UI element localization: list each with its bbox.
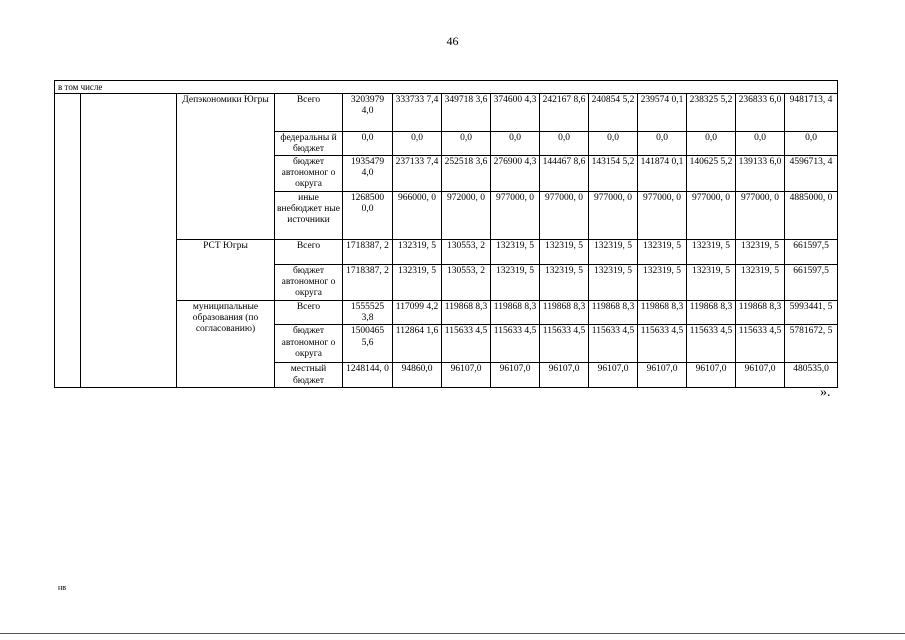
year-value-cell: 977000, 0 <box>589 192 638 240</box>
executor-name-cell: Депэкономики Югры <box>177 93 275 239</box>
year-value-cell: 132319, 5 <box>638 240 687 265</box>
year-value-cell: 96107,0 <box>491 363 540 388</box>
year-value-cell: 115633 4,5 <box>736 325 785 363</box>
year-value-cell: 141874 0,1 <box>638 156 687 192</box>
year-value-cell: 115633 4,5 <box>442 325 491 363</box>
year-value-cell: 132319, 5 <box>491 265 540 301</box>
year-value-cell: 119868 8,3 <box>687 301 736 325</box>
year-value-cell: 96107,0 <box>589 363 638 388</box>
year-value-cell: 0,0 <box>393 131 442 155</box>
blank-column-1 <box>55 93 81 388</box>
total-value-cell: 4596713, 4 <box>785 156 838 192</box>
year-value-cell: 115633 4,5 <box>589 325 638 363</box>
year-value-cell: 132319, 5 <box>491 240 540 265</box>
year-value-cell: 0,0 <box>343 131 393 155</box>
funding-source-cell: иные внебюджет ные источники <box>275 192 343 240</box>
year-value-cell: 132319, 5 <box>687 240 736 265</box>
year-value-cell: 119868 8,3 <box>589 301 638 325</box>
year-value-cell: 132319, 5 <box>540 265 589 301</box>
year-value-cell: 238325 5,2 <box>687 93 736 131</box>
year-value-cell: 239574 0,1 <box>638 93 687 131</box>
year-value-cell: 115633 4,5 <box>687 325 736 363</box>
funding-source-cell: бюджет автономног о округа <box>275 156 343 192</box>
year-value-cell: 130553, 2 <box>442 240 491 265</box>
total-value-cell: 4885000, 0 <box>785 192 838 240</box>
total-value-cell: 5993441, 5 <box>785 301 838 325</box>
year-value-cell: 132319, 5 <box>393 265 442 301</box>
year-value-cell: 119868 8,3 <box>736 301 785 325</box>
year-value-cell: 333733 7,4 <box>393 93 442 131</box>
year-value-cell: 96107,0 <box>540 363 589 388</box>
funding-source-cell: Всего <box>275 240 343 265</box>
table-row <box>55 93 838 131</box>
year-value-cell: 237133 7,4 <box>393 156 442 192</box>
year-value-cell: 1718387, 2 <box>343 240 393 265</box>
year-value-cell: 1268500 0,0 <box>343 192 393 240</box>
year-value-cell: 240854 5,2 <box>589 93 638 131</box>
year-value-cell: 1500465 5,6 <box>343 325 393 363</box>
year-value-cell: 0,0 <box>540 131 589 155</box>
funding-source-cell: Всего <box>275 301 343 325</box>
total-value-cell: 480535,0 <box>785 363 838 388</box>
year-value-cell: 140625 5,2 <box>687 156 736 192</box>
year-value-cell: 132319, 5 <box>540 240 589 265</box>
funding-source-cell: бюджет автономног о округа <box>275 265 343 301</box>
year-value-cell: 139133 6,0 <box>736 156 785 192</box>
blank-column-2 <box>81 93 177 388</box>
total-value-cell: 661597,5 <box>785 240 838 265</box>
year-value-cell: 132319, 5 <box>736 240 785 265</box>
year-value-cell: 96107,0 <box>687 363 736 388</box>
year-value-cell: 236833 6,0 <box>736 93 785 131</box>
year-value-cell: 252518 3,6 <box>442 156 491 192</box>
year-value-cell: 242167 8,6 <box>540 93 589 131</box>
year-value-cell: 132319, 5 <box>393 240 442 265</box>
total-value-cell: 0,0 <box>785 131 838 155</box>
year-value-cell: 115633 4,5 <box>638 325 687 363</box>
year-value-cell: 977000, 0 <box>687 192 736 240</box>
year-value-cell: 144467 8,6 <box>540 156 589 192</box>
year-value-cell: 132319, 5 <box>638 265 687 301</box>
year-value-cell: 115633 4,5 <box>491 325 540 363</box>
table-caption: в том числе <box>55 81 838 94</box>
year-value-cell: 132319, 5 <box>736 265 785 301</box>
year-value-cell: 0,0 <box>442 131 491 155</box>
closing-quote-mark: ». <box>820 385 831 400</box>
footer-note: нв <box>58 583 67 592</box>
year-value-cell: 0,0 <box>589 131 638 155</box>
year-value-cell: 132319, 5 <box>589 240 638 265</box>
year-value-cell: 1555525 3,8 <box>343 301 393 325</box>
total-value-cell: 9481713, 4 <box>785 93 838 131</box>
year-value-cell: 966000, 0 <box>393 192 442 240</box>
executor-name-cell: РСТ Югры <box>177 240 275 301</box>
funding-source-cell: федеральны й бюджет <box>275 131 343 155</box>
year-value-cell: 119868 8,3 <box>491 301 540 325</box>
funding-source-cell: местный бюджет <box>275 363 343 388</box>
year-value-cell: 132319, 5 <box>687 265 736 301</box>
year-value-cell: 130553, 2 <box>442 265 491 301</box>
table-body <box>55 81 838 388</box>
year-value-cell: 119868 8,3 <box>540 301 589 325</box>
year-value-cell: 972000, 0 <box>442 192 491 240</box>
year-value-cell: 349718 3,6 <box>442 93 491 131</box>
year-value-cell: 119868 8,3 <box>638 301 687 325</box>
year-value-cell: 0,0 <box>687 131 736 155</box>
caption-row <box>55 81 838 94</box>
year-value-cell: 374600 4,3 <box>491 93 540 131</box>
total-value-cell: 661597,5 <box>785 265 838 301</box>
year-value-cell: 132319, 5 <box>589 265 638 301</box>
year-value-cell: 0,0 <box>491 131 540 155</box>
year-value-cell: 96107,0 <box>442 363 491 388</box>
year-value-cell: 115633 4,5 <box>540 325 589 363</box>
bottom-page-rule <box>0 633 905 634</box>
executor-name-cell: муниципальные образования (по согласованию) <box>177 301 275 388</box>
year-value-cell: 1248144, 0 <box>343 363 393 388</box>
year-value-cell: 112864 1,6 <box>393 325 442 363</box>
year-value-cell: 977000, 0 <box>540 192 589 240</box>
year-value-cell: 117099 4,2 <box>393 301 442 325</box>
funding-source-cell: Всего <box>275 93 343 131</box>
year-value-cell: 119868 8,3 <box>442 301 491 325</box>
total-value-cell: 5781672, 5 <box>785 325 838 363</box>
year-value-cell: 0,0 <box>638 131 687 155</box>
year-value-cell: 977000, 0 <box>638 192 687 240</box>
year-value-cell: 96107,0 <box>638 363 687 388</box>
year-value-cell: 143154 5,2 <box>589 156 638 192</box>
year-value-cell: 1718387, 2 <box>343 265 393 301</box>
year-value-cell: 94860,0 <box>393 363 442 388</box>
year-value-cell: 3203979 4,0 <box>343 93 393 131</box>
page-number: 46 <box>446 34 459 48</box>
funding-source-cell: бюджет автономног о округа <box>275 325 343 363</box>
year-value-cell: 977000, 0 <box>736 192 785 240</box>
year-value-cell: 0,0 <box>736 131 785 155</box>
year-value-cell: 276900 4,3 <box>491 156 540 192</box>
program-funding-table <box>54 80 838 388</box>
year-value-cell: 1935479 4,0 <box>343 156 393 192</box>
year-value-cell: 977000, 0 <box>491 192 540 240</box>
year-value-cell: 96107,0 <box>736 363 785 388</box>
program-funding-table-wrapper <box>54 80 838 388</box>
